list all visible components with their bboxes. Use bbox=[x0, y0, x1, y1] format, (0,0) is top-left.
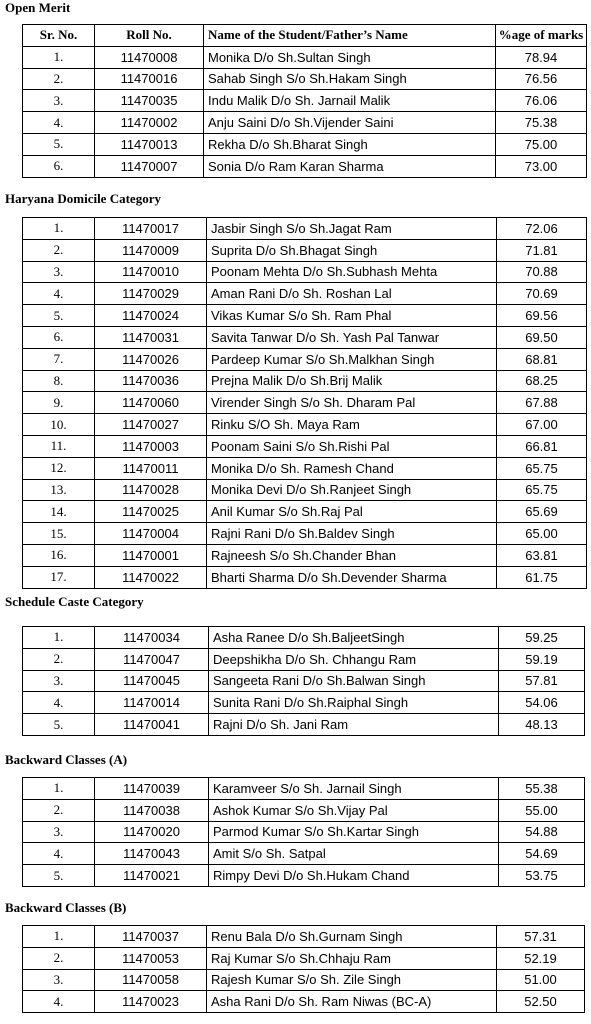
header-marks: %age of marks bbox=[496, 25, 587, 47]
marks-percent: 61.75 bbox=[497, 566, 587, 588]
marks-percent: 48.13 bbox=[499, 714, 585, 736]
schedule-caste-table bbox=[22, 626, 585, 736]
sr-no: 6. bbox=[23, 326, 95, 348]
table-row bbox=[23, 692, 585, 714]
section-heading-backward-classes-a: Backward Classes (A) bbox=[5, 752, 128, 767]
sr-no: 5. bbox=[23, 714, 95, 736]
sr-no: 2. bbox=[23, 799, 95, 821]
sr-no: 2. bbox=[23, 68, 95, 90]
student-name: Monika D/o Sh. Ramesh Chand bbox=[207, 457, 497, 479]
student-name: Anil Kumar S/o Sh.Raj Pal bbox=[207, 501, 497, 523]
marks-percent: 75.00 bbox=[496, 133, 587, 155]
table-row bbox=[23, 68, 587, 90]
table-row bbox=[23, 969, 585, 991]
roll-no: 11470022 bbox=[95, 566, 207, 588]
open-merit-table bbox=[22, 24, 587, 178]
sr-no: 1. bbox=[23, 627, 95, 649]
table-row bbox=[23, 435, 587, 457]
marks-percent: 54.88 bbox=[499, 821, 585, 843]
section-heading-open-merit: Open Merit bbox=[5, 0, 71, 15]
marks-percent: 71.81 bbox=[497, 239, 587, 261]
section-heading-schedule-caste: Schedule Caste Category bbox=[5, 594, 144, 609]
student-name: Rimpy Devi D/o Sh.Hukam Chand bbox=[209, 865, 499, 887]
roll-no: 11470026 bbox=[95, 348, 207, 370]
student-name: Renu Bala D/o Sh.Gurnam Singh bbox=[207, 926, 497, 948]
sr-no: 4. bbox=[23, 991, 95, 1013]
roll-no: 11470008 bbox=[95, 46, 204, 68]
roll-no: 11470039 bbox=[95, 778, 209, 800]
student-name: Anju Saini D/o Sh.Vijender Saini bbox=[204, 112, 496, 134]
sr-no: 1. bbox=[23, 46, 95, 68]
marks-percent: 57.81 bbox=[499, 670, 585, 692]
sr-no: 3. bbox=[23, 90, 95, 112]
roll-no: 11470047 bbox=[95, 648, 209, 670]
header-roll-no: Roll No. bbox=[95, 25, 204, 47]
marks-percent: 65.00 bbox=[497, 523, 587, 545]
backward-classes-b-table bbox=[22, 925, 585, 1013]
table-row bbox=[23, 670, 585, 692]
table-row bbox=[23, 112, 587, 134]
table-row bbox=[23, 821, 585, 843]
table-row bbox=[23, 714, 585, 736]
table-row bbox=[23, 155, 587, 177]
table-row bbox=[23, 392, 587, 414]
student-name: Rajesh Kumar S/o Sh. Zile Singh bbox=[207, 969, 497, 991]
student-name: Virender Singh S/o Sh. Dharam Pal bbox=[207, 392, 497, 414]
table-row bbox=[23, 305, 587, 327]
marks-percent: 57.31 bbox=[497, 926, 585, 948]
roll-no: 11470002 bbox=[95, 112, 204, 134]
marks-percent: 53.75 bbox=[499, 865, 585, 887]
roll-no: 11470017 bbox=[95, 218, 207, 240]
roll-no: 11470025 bbox=[95, 501, 207, 523]
table-row bbox=[23, 457, 587, 479]
roll-no: 11470023 bbox=[95, 991, 207, 1013]
roll-no: 11470034 bbox=[95, 627, 209, 649]
sr-no: 2. bbox=[23, 648, 95, 670]
student-name: Sangeeta Rani D/o Sh.Balwan Singh bbox=[209, 670, 499, 692]
header-sr-no: Sr. No. bbox=[23, 25, 95, 47]
sr-no: 13. bbox=[23, 479, 95, 501]
table-row bbox=[23, 544, 587, 566]
table-row bbox=[23, 627, 585, 649]
table-row bbox=[23, 261, 587, 283]
roll-no: 11470013 bbox=[95, 133, 204, 155]
student-name: Rajni Rani D/o Sh.Baldev Singh bbox=[207, 523, 497, 545]
marks-percent: 69.56 bbox=[497, 305, 587, 327]
header-name: Name of the Student/Father’s Name bbox=[204, 25, 496, 47]
roll-no: 11470003 bbox=[95, 435, 207, 457]
roll-no: 11470010 bbox=[95, 261, 207, 283]
section-heading-backward-classes-b: Backward Classes (B) bbox=[5, 900, 127, 915]
marks-percent: 54.69 bbox=[499, 843, 585, 865]
student-name: Ashok Kumar S/o Sh.Vijay Pal bbox=[209, 799, 499, 821]
student-name: Rajneesh S/o Sh.Chander Bhan bbox=[207, 544, 497, 566]
student-name: Prejna Malik D/o Sh.Brij Malik bbox=[207, 370, 497, 392]
table-row bbox=[23, 523, 587, 545]
student-name: Savita Tanwar D/o Sh. Yash Pal Tanwar bbox=[207, 326, 497, 348]
table-row bbox=[23, 648, 585, 670]
roll-no: 11470001 bbox=[95, 544, 207, 566]
sr-no: 7. bbox=[23, 348, 95, 370]
table-row bbox=[23, 218, 587, 240]
marks-percent: 68.81 bbox=[497, 348, 587, 370]
student-name: Amit S/o Sh. Satpal bbox=[209, 843, 499, 865]
table-row bbox=[23, 239, 587, 261]
marks-percent: 67.00 bbox=[497, 414, 587, 436]
roll-no: 11470031 bbox=[95, 326, 207, 348]
roll-no: 11470007 bbox=[95, 155, 204, 177]
marks-percent: 51.00 bbox=[497, 969, 585, 991]
table-row bbox=[23, 479, 587, 501]
sr-no: 1. bbox=[23, 926, 95, 948]
marks-percent: 66.81 bbox=[497, 435, 587, 457]
sr-no: 5. bbox=[23, 305, 95, 327]
student-name: Sahab Singh S/o Sh.Hakam Singh bbox=[204, 68, 496, 90]
roll-no: 11470009 bbox=[95, 239, 207, 261]
roll-no: 11470053 bbox=[95, 947, 207, 969]
table-row bbox=[23, 326, 587, 348]
marks-percent: 65.75 bbox=[497, 457, 587, 479]
student-name: Karamveer S/o Sh. Jarnail Singh bbox=[209, 778, 499, 800]
student-name: Sonia D/o Ram Karan Sharma bbox=[204, 155, 496, 177]
student-name: Poonam Mehta D/o Sh.Subhash Mehta bbox=[207, 261, 497, 283]
sr-no: 9. bbox=[23, 392, 95, 414]
marks-percent: 67.88 bbox=[497, 392, 587, 414]
marks-percent: 59.25 bbox=[499, 627, 585, 649]
table-row bbox=[23, 843, 585, 865]
table-row bbox=[23, 90, 587, 112]
marks-percent: 65.75 bbox=[497, 479, 587, 501]
marks-percent: 69.50 bbox=[497, 326, 587, 348]
student-name: Indu Malik D/o Sh. Jarnail Malik bbox=[204, 90, 496, 112]
roll-no: 11470004 bbox=[95, 523, 207, 545]
roll-no: 11470035 bbox=[95, 90, 204, 112]
marks-percent: 63.81 bbox=[497, 544, 587, 566]
sr-no: 2. bbox=[23, 947, 95, 969]
marks-percent: 73.00 bbox=[496, 155, 587, 177]
roll-no: 11470029 bbox=[95, 283, 207, 305]
marks-percent: 78.94 bbox=[496, 46, 587, 68]
student-name: Suprita D/o Sh.Bhagat Singh bbox=[207, 239, 497, 261]
table-row bbox=[23, 414, 587, 436]
student-name: Rajni D/o Sh. Jani Ram bbox=[209, 714, 499, 736]
marks-percent: 52.50 bbox=[497, 991, 585, 1013]
table-header-row bbox=[23, 25, 587, 47]
sr-no: 12. bbox=[23, 457, 95, 479]
table-row bbox=[23, 283, 587, 305]
sr-no: 3. bbox=[23, 969, 95, 991]
table-row bbox=[23, 799, 585, 821]
sr-no: 3. bbox=[23, 261, 95, 283]
marks-percent: 76.06 bbox=[496, 90, 587, 112]
sr-no: 14. bbox=[23, 501, 95, 523]
table-row bbox=[23, 865, 585, 887]
roll-no: 11470038 bbox=[95, 799, 209, 821]
roll-no: 11470014 bbox=[95, 692, 209, 714]
sr-no: 3. bbox=[23, 821, 95, 843]
sr-no: 1. bbox=[23, 778, 95, 800]
roll-no: 11470060 bbox=[95, 392, 207, 414]
section-heading-haryana-domicile: Haryana Domicile Category bbox=[5, 191, 161, 206]
table-row bbox=[23, 46, 587, 68]
sr-no: 1. bbox=[23, 218, 95, 240]
roll-no: 11470021 bbox=[95, 865, 209, 887]
sr-no: 11. bbox=[23, 435, 95, 457]
table-row bbox=[23, 926, 585, 948]
roll-no: 11470036 bbox=[95, 370, 207, 392]
sr-no: 10. bbox=[23, 414, 95, 436]
sr-no: 15. bbox=[23, 523, 95, 545]
marks-percent: 55.00 bbox=[499, 799, 585, 821]
student-name: Parmod Kumar S/o Sh.Kartar Singh bbox=[209, 821, 499, 843]
sr-no: 3. bbox=[23, 670, 95, 692]
roll-no: 11470020 bbox=[95, 821, 209, 843]
student-name: Poonam Saini S/o Sh.Rishi Pal bbox=[207, 435, 497, 457]
marks-percent: 59.19 bbox=[499, 648, 585, 670]
student-name: Monika Devi D/o Sh.Ranjeet Singh bbox=[207, 479, 497, 501]
student-name: Asha Ranee D/o Sh.BaljeetSingh bbox=[209, 627, 499, 649]
sr-no: 4. bbox=[23, 112, 95, 134]
student-name: Bharti Sharma D/o Sh.Devender Sharma bbox=[207, 566, 497, 588]
table-row bbox=[23, 947, 585, 969]
sr-no: 4. bbox=[23, 843, 95, 865]
sr-no: 17. bbox=[23, 566, 95, 588]
marks-percent: 52.19 bbox=[497, 947, 585, 969]
marks-percent: 54.06 bbox=[499, 692, 585, 714]
student-name: Rinku S/O Sh. Maya Ram bbox=[207, 414, 497, 436]
marks-percent: 70.88 bbox=[497, 261, 587, 283]
roll-no: 11470058 bbox=[95, 969, 207, 991]
student-name: Pardeep Kumar S/o Sh.Malkhan Singh bbox=[207, 348, 497, 370]
student-name: Aman Rani D/o Sh. Roshan Lal bbox=[207, 283, 497, 305]
table-row bbox=[23, 370, 587, 392]
roll-no: 11470028 bbox=[95, 479, 207, 501]
sr-no: 6. bbox=[23, 155, 95, 177]
student-name: Monika D/o Sh.Sultan Singh bbox=[204, 46, 496, 68]
marks-percent: 76.56 bbox=[496, 68, 587, 90]
marks-percent: 70.69 bbox=[497, 283, 587, 305]
student-name: Deepshikha D/o Sh. Chhangu Ram bbox=[209, 648, 499, 670]
marks-percent: 65.69 bbox=[497, 501, 587, 523]
marks-percent: 75.38 bbox=[496, 112, 587, 134]
roll-no: 11470041 bbox=[95, 714, 209, 736]
student-name: Sunita Rani D/o Sh.Raiphal Singh bbox=[209, 692, 499, 714]
roll-no: 11470024 bbox=[95, 305, 207, 327]
sr-no: 5. bbox=[23, 865, 95, 887]
table-row bbox=[23, 991, 585, 1013]
marks-percent: 72.06 bbox=[497, 218, 587, 240]
sr-no: 16. bbox=[23, 544, 95, 566]
haryana-domicile-table bbox=[22, 217, 587, 589]
student-name: Jasbir Singh S/o Sh.Jagat Ram bbox=[207, 218, 497, 240]
marks-percent: 68.25 bbox=[497, 370, 587, 392]
table-row bbox=[23, 778, 585, 800]
sr-no: 2. bbox=[23, 239, 95, 261]
student-name: Vikas Kumar S/o Sh. Ram Phal bbox=[207, 305, 497, 327]
sr-no: 4. bbox=[23, 692, 95, 714]
student-name: Raj Kumar S/o Sh.Chhaju Ram bbox=[207, 947, 497, 969]
roll-no: 11470045 bbox=[95, 670, 209, 692]
roll-no: 11470037 bbox=[95, 926, 207, 948]
roll-no: 11470016 bbox=[95, 68, 204, 90]
student-name: Asha Rani D/o Sh. Ram Niwas (BC-A) bbox=[207, 991, 497, 1013]
sr-no: 4. bbox=[23, 283, 95, 305]
roll-no: 11470011 bbox=[95, 457, 207, 479]
sr-no: 8. bbox=[23, 370, 95, 392]
roll-no: 11470043 bbox=[95, 843, 209, 865]
sr-no: 5. bbox=[23, 133, 95, 155]
table-row bbox=[23, 566, 587, 588]
roll-no: 11470027 bbox=[95, 414, 207, 436]
student-name: Rekha D/o Sh.Bharat Singh bbox=[204, 133, 496, 155]
table-row bbox=[23, 501, 587, 523]
table-row bbox=[23, 348, 587, 370]
marks-percent: 55.38 bbox=[499, 778, 585, 800]
backward-classes-a-table bbox=[22, 777, 585, 887]
table-row bbox=[23, 133, 587, 155]
